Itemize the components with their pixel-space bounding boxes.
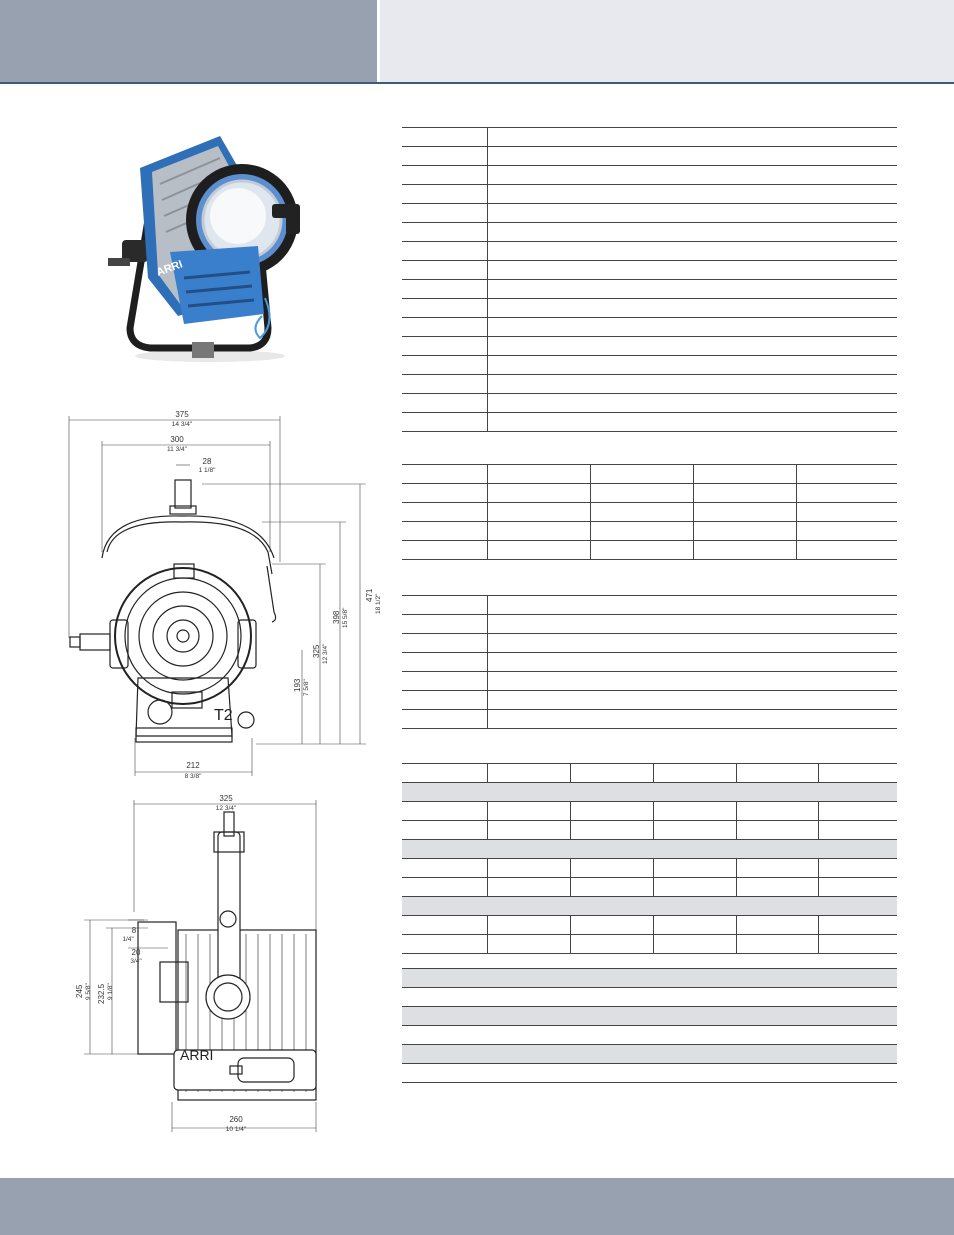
dim-8-in: 1/4" [122,936,134,943]
table-row [402,802,897,821]
dim-325: 325 [312,644,321,658]
header-divider [0,82,954,84]
table-row [402,878,897,897]
dim-28: 28 [202,457,212,466]
spec-table-2 [402,464,897,560]
table-row [402,988,897,1007]
table-row [402,280,897,299]
table-row [402,522,897,541]
table-row [402,541,897,560]
table-row [402,821,897,840]
table-row [402,596,897,615]
table-row [402,1026,897,1045]
dim-193-in: 7 5/8" [303,679,310,696]
dim-28-in: 1 1/8" [198,467,216,474]
dim-212: 212 [186,761,200,770]
table-group-row [402,840,897,859]
table-group-row [402,783,897,802]
spec-table-3 [402,595,897,729]
table-row [402,1064,897,1083]
table-row [402,615,897,634]
dim-398: 398 [332,610,341,624]
dim-212-in: 8 3/8" [184,773,202,780]
table-row [402,465,897,484]
table-row [402,935,897,954]
table-row [402,691,897,710]
side-view-drawing [68,792,328,1134]
table-row [402,356,897,375]
table-row [402,672,897,691]
table-row [402,710,897,729]
side-view-brand: ARRI [180,1047,214,1063]
table-row [402,394,897,413]
spec-table-4 [402,763,897,954]
dim-20: 20 [131,948,141,957]
table-row [402,261,897,280]
table-row [402,204,897,223]
table-row [402,223,897,242]
dim-260-in: 10 1/4" [225,1126,247,1133]
footer-bar [0,1178,954,1235]
table-row [402,185,897,204]
dim-325-in: 12 3/4" [322,643,329,664]
table-row [402,484,897,503]
table-group-row [402,897,897,916]
dim-471: 471 [365,588,374,602]
product-photo [100,128,315,364]
front-view-drawing [62,402,388,780]
table-row [402,299,897,318]
table-row [402,166,897,185]
dim-375: 375 [175,410,189,419]
dim-20-in: 3/4" [130,958,142,965]
table-row [402,634,897,653]
table-header-row [402,764,897,783]
dim-2325-in: 9 1/8" [107,983,114,1000]
header-right-panel [380,0,954,82]
dim-375-in: 14 3/4" [171,421,193,428]
table-group-row [402,1007,897,1026]
dim-2325: 232.5 [97,983,106,1004]
dim-398-in: 15 5/8" [342,607,349,628]
table-row [402,337,897,356]
spec-table-1 [402,127,897,432]
table-group-row [402,1045,897,1064]
table-group-row [402,969,897,988]
table-row [402,318,897,337]
dim-193: 193 [293,678,302,692]
photo-brand-logo: ARRI [154,258,185,279]
table-row [402,242,897,261]
front-view-badge: T2 [214,707,233,724]
dim-245: 245 [75,984,84,998]
table-row [402,503,897,522]
dim-260: 260 [229,1115,243,1124]
dim-325-side: 325 [219,794,233,803]
dim-300-in: 11 3/4" [167,446,187,453]
dim-245-in: 9 5/8" [85,983,92,1000]
dim-8: 8 [131,926,137,935]
table-row [402,413,897,432]
dim-471-in: 18 1/2" [375,593,382,614]
table-row [402,859,897,878]
spec-table-5 [402,968,897,1083]
dim-325-side-in: 12 3/4" [215,805,237,812]
table-row [402,375,897,394]
table-row [402,653,897,672]
table-row [402,128,897,147]
table-row [402,916,897,935]
table-row [402,147,897,166]
dim-300: 300 [170,435,184,444]
header-left-panel [0,0,377,84]
